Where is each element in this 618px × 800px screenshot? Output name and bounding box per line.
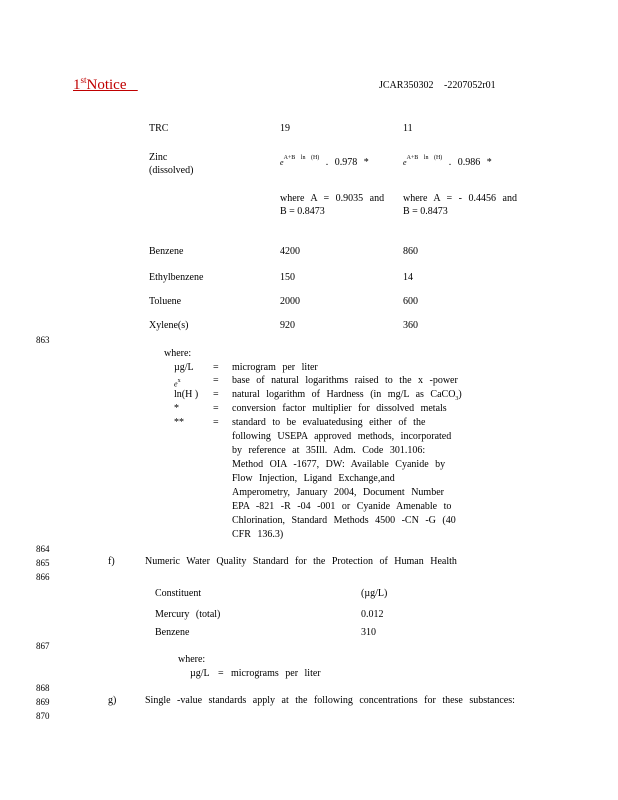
zinc-formula-1-exponent: A+B ln (H) [283,155,320,161]
row-benzene-v1: 4200 [280,246,300,257]
def1-text: microgram per liter [232,362,318,373]
def5-term: ** [174,417,184,428]
zinc-formula-1-base: e [280,158,284,167]
row-ethylbenzene-v1: 150 [280,272,295,283]
zinc-where-2a: where A = - 0.4456 and [403,193,517,204]
line-number-863: 863 [36,335,50,345]
def5-line-1: standard to be evaluatedusing either of the [232,417,426,428]
def3-term: ln(H ) [174,389,199,400]
def3-text-sub: 3 [455,396,459,402]
def2-term-base: e [174,379,178,389]
def4-text: conversion factor multiplier for dissolved metals [232,403,447,414]
row-benzene-label: Benzene [149,246,184,257]
zinc-sublabel: (dissolved) [149,165,194,176]
line-number-868: 868 [36,683,50,693]
defs-where: where: [164,348,192,359]
def4-term: * [174,403,179,414]
notice-title [73,76,138,94]
table2-row-mercury-value: 0.012 [361,609,384,620]
zinc-formula-2-tail: . 0.986 * [448,157,492,168]
section-f-heading: Numeric Water Quality Standard for the Protection of Human Health [145,556,457,567]
def5-line-3: by reference at 35Ill. Adm. Code 301.106: [232,445,426,456]
line-number-864: 864 [36,544,50,554]
table2-row-benzene-value: 310 [361,627,376,638]
row-benzene-v2: 860 [403,246,418,257]
row-toluene-v1: 2000 [280,296,300,307]
section-f-where: where: [178,654,206,665]
zinc-formula-1-tail: . 0.978 * [325,157,369,168]
def3-text-main: natural logarithm of Hardness (in mg/L as CaCO [232,389,456,400]
def5-line-4: Method OIA -1677, DW: Available Cyanide by [232,459,446,470]
row-xylene-label: Xylene(s) [149,320,189,331]
zinc-formula-2-base: e [403,158,407,167]
zinc-label: Zinc [149,152,168,163]
row-xylene-v2: 360 [403,320,418,331]
zinc-formula-2 [403,152,492,169]
def2-term-sup: x [177,378,181,384]
line-number-870: 870 [36,711,50,721]
line-number-865: 865 [36,558,50,568]
notice-ordinal: st [80,75,87,85]
table2-row-mercury-label: Mercury (total) [155,609,221,620]
def5-line-6: Amperometry, January 2004, Document Number [232,487,444,498]
row-toluene-label: Toluene [149,296,182,307]
trc-label: TRC [149,123,169,134]
doc-id: JCAR350302 [379,80,434,91]
section-g-marker: g) [108,695,117,706]
table2-col-constituent: Constituent [155,588,202,599]
zinc-where-1b: B = 0.8473 [280,206,325,217]
def5-line-2: following USEPA approved methods, incorporated [232,431,452,442]
def1-term: µg/L [174,362,194,373]
def5-eq: = [213,417,219,428]
line-number-867: 867 [36,641,50,651]
trc-value-1: 19 [280,123,290,134]
def2-text: base of natural logarithms raised to the x -power [232,375,458,386]
zinc-formula-2-exponent: A+B ln (H) [406,155,443,161]
def3-eq: = [213,389,219,400]
zinc-formula-1 [280,152,369,169]
section-g-text: Single -value standards apply at the following concentrations for these substances: [145,695,515,706]
def1-eq: = [213,362,219,373]
def5-line-9: CFR 136.3) [232,529,284,540]
row-ethylbenzene-v2: 14 [403,272,413,283]
row-ethylbenzene-label: Ethylbenzene [149,272,204,283]
notice-number: 1 [73,77,81,93]
line-number-866: 866 [36,572,50,582]
section-f-def-term: µg/L [190,668,210,679]
def4-eq: = [213,403,219,414]
trc-value-2: 11 [403,123,413,134]
def2-eq: = [213,375,219,386]
def5-line-5: Flow Injection, Ligand Exchange,and [232,473,395,484]
section-f-def-eq: = [218,668,224,679]
row-xylene-v1: 920 [280,320,295,331]
def5-line-7: EPA -821 -R -04 -001 or Cyanide Amenable to [232,501,452,512]
section-f-marker: f) [108,556,115,567]
row-toluene-v2: 600 [403,296,418,307]
doc-revision: -2207052r01 [444,80,496,91]
def5-line-8: Chlorination, Standard Methods 4500 -CN -G (40 [232,515,456,526]
table2-col-unit: (µg/L) [361,588,388,599]
notice-word: Notice [86,77,127,93]
table2-row-benzene-label: Benzene [155,627,190,638]
zinc-where-1a: where A = 0.9035 and [280,193,385,204]
zinc-where-2b: B = 0.8473 [403,206,448,217]
line-number-869: 869 [36,697,50,707]
section-f-def-text: micrograms per liter [231,668,321,679]
def3-text-end: ) [458,389,462,400]
